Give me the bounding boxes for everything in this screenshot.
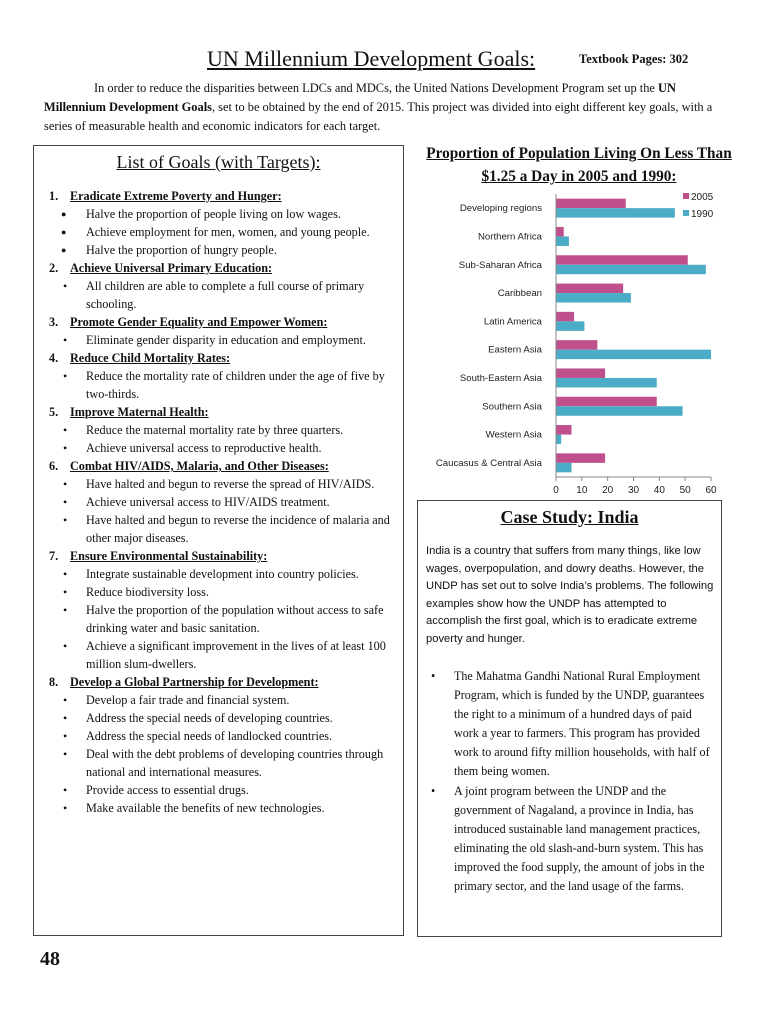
goal-title-text: Reduce Child Mortality Rates: xyxy=(70,351,231,365)
x-tick-label: 60 xyxy=(705,485,717,495)
goal-number: 7. xyxy=(49,549,59,563)
goal-target: • Have halted and begun to reverse the spread of HIV/AIDS. xyxy=(49,475,399,493)
bar-1990 xyxy=(556,350,711,360)
bar-2005 xyxy=(556,284,623,294)
category-label: Southern Asia xyxy=(482,401,542,413)
legend-swatch-1990 xyxy=(683,210,689,216)
goal-title xyxy=(49,259,399,277)
goal-title-text: Eradicate Extreme Poverty and Hunger: xyxy=(70,189,282,203)
goal-title-text: Improve Maternal Health: xyxy=(70,405,209,419)
x-tick-label: 20 xyxy=(602,485,614,495)
goal-target: • Deal with the debt problems of developing countries through national and international measures. xyxy=(49,745,399,781)
bar-1990 xyxy=(556,321,584,331)
goal-number: 2. xyxy=(49,261,59,275)
goals-list xyxy=(49,187,399,817)
case-study-box xyxy=(417,500,722,937)
goal-target: • Make available the benefits of new technologies. xyxy=(49,799,399,817)
bar-1990 xyxy=(556,265,706,275)
goal-target: • Provide access to essential drugs. xyxy=(49,781,399,799)
intro-bold-text: UN Millennium Development Goals xyxy=(44,81,676,114)
legend-label-2005: 2005 xyxy=(691,192,714,203)
goal-title-text: Achieve Universal Primary Education: xyxy=(70,261,273,275)
bar-2005 xyxy=(556,397,657,407)
goal-target: • Reduce the mortality rate of children under the age of five by two-thirds. xyxy=(49,367,399,403)
goal-title-text: Combat HIV/AIDS, Malaria, and Other Diseases: xyxy=(70,459,329,473)
goal-8 xyxy=(49,673,399,817)
bar-1990 xyxy=(556,236,569,246)
goal-target: ● Halve the proportion of hungry people. xyxy=(49,241,399,259)
x-tick-label: 40 xyxy=(653,485,665,495)
poverty-bar-chart xyxy=(414,190,724,495)
category-label: Eastern Asia xyxy=(488,344,542,356)
goal-6 xyxy=(49,457,399,547)
category-label: Latin America xyxy=(483,316,542,328)
goal-target: • Eliminate gender disparity in education and employment. xyxy=(49,331,399,349)
goal-target: • Achieve a significant improvement in the lives of at least 100 million slum-dwellers. xyxy=(49,637,399,673)
bar-2005 xyxy=(556,368,605,378)
intro-text-1: In order to reduce the disparities between LDCs and MDCs, the United Nations Development Program set up the xyxy=(94,81,658,95)
bar-2005 xyxy=(556,425,572,435)
bar-2005 xyxy=(556,255,688,265)
category-label: Western Asia xyxy=(485,429,542,441)
goal-4 xyxy=(49,349,399,403)
x-tick-label: 0 xyxy=(553,485,559,495)
case-study-list xyxy=(426,667,716,897)
x-tick-label: 50 xyxy=(679,485,691,495)
goal-3 xyxy=(49,313,399,349)
chart-title: Proportion of Population Living On Less Than $1.25 a Day in 2005 and 1990: xyxy=(426,145,732,185)
case-study-item: • The Mahatma Gandhi National Rural Employment Program, which is funded by the UNDP, guarantees the right to a minimum of a hundred days of paid work a year to farmers. This program has provided work to around fifty million households, with half of them being women. xyxy=(426,667,716,781)
goal-target: • Achieve universal access to HIV/AIDS treatment. xyxy=(49,493,399,511)
x-tick-label: 30 xyxy=(627,485,640,495)
category-label: Caribbean xyxy=(497,288,542,300)
goal-target: • Develop a fair trade and financial system. xyxy=(49,691,399,709)
goal-target: • Reduce biodiversity loss. xyxy=(49,583,399,601)
x-tick-label: 10 xyxy=(576,485,588,495)
goal-target: • Integrate sustainable development into country policies. xyxy=(49,565,399,583)
legend-label-1990: 1990 xyxy=(691,209,714,220)
goals-heading: List of Goals (with Targets): xyxy=(116,152,321,172)
goal-title-text: Ensure Environmental Sustainability: xyxy=(70,549,268,563)
category-label: Sub-Saharan Africa xyxy=(458,259,542,271)
goal-title xyxy=(49,403,399,421)
bar-2005 xyxy=(556,199,626,209)
category-label: South-Eastern Asia xyxy=(459,372,542,384)
category-label: Caucasus & Central Asia xyxy=(435,457,542,469)
intro-paragraph xyxy=(44,79,724,136)
goal-title-text: Develop a Global Partnership for Development: xyxy=(70,675,319,689)
goal-7 xyxy=(49,547,399,673)
goal-number: 4. xyxy=(49,351,59,365)
case-study-heading: Case Study: India xyxy=(500,507,639,527)
goal-title xyxy=(49,457,399,475)
bar-1990 xyxy=(556,435,561,445)
goals-box xyxy=(33,145,404,936)
goal-number: 5. xyxy=(49,405,59,419)
bar-2005 xyxy=(556,227,564,237)
bar-1990 xyxy=(556,378,657,388)
goal-title xyxy=(49,547,399,565)
goal-title xyxy=(49,313,399,331)
goal-2 xyxy=(49,259,399,313)
goal-number: 1. xyxy=(49,189,59,203)
goal-title xyxy=(49,187,399,205)
category-label: Developing regions xyxy=(459,203,542,215)
bar-1990 xyxy=(556,463,572,473)
goal-1 xyxy=(49,187,399,259)
legend-swatch-2005 xyxy=(683,193,689,199)
goal-target: • Achieve universal access to reproductive health. xyxy=(49,439,399,457)
goal-title xyxy=(49,349,399,367)
goal-target: ● Achieve employment for men, women, and young people. xyxy=(49,223,399,241)
page-number: 48 xyxy=(40,948,60,970)
goal-target: • All children are able to complete a full course of primary schooling. xyxy=(49,277,399,313)
goal-title-text: Promote Gender Equality and Empower Women: xyxy=(70,315,328,329)
bar-1990 xyxy=(556,208,675,218)
bar-1990 xyxy=(556,406,683,416)
goal-target: • Address the special needs of developing countries. xyxy=(49,709,399,727)
bar-2005 xyxy=(556,453,605,463)
goal-target: ● Halve the proportion of people living on low wages. xyxy=(49,205,399,223)
goal-title xyxy=(49,673,399,691)
bar-2005 xyxy=(556,340,597,350)
intro-text-2: , set to be obtained by the end of 2015. This project was divided into eight different key goals, with a series of measurable health and economic indicators for each target. xyxy=(44,100,713,133)
goal-target: • Address the special needs of landlocked countries. xyxy=(49,727,399,745)
bar-1990 xyxy=(556,293,631,303)
goal-target: • Have halted and begun to reverse the incidence of malaria and other major diseases. xyxy=(49,511,399,547)
goal-target: • Reduce the maternal mortality rate by three quarters. xyxy=(49,421,399,439)
goal-5 xyxy=(49,403,399,457)
goal-target: • Halve the proportion of the population without access to safe drinking water and basic sanitation. xyxy=(49,601,399,637)
case-study-intro: India is a country that suffers from many things, like low wages, overpopulation, and dowry deaths. However, the UNDP has set out to solve India’s problems. The following examples show how the UNDP has attempted to accomplish the first goal, which is to eradicate extreme poverty and hunger. xyxy=(426,545,714,645)
category-label: Northern Africa xyxy=(478,231,542,243)
textbook-pages-label: Textbook Pages: 302 xyxy=(579,52,689,66)
goal-number: 3. xyxy=(49,315,59,329)
goal-number: 6. xyxy=(49,459,59,473)
case-study-item: • A joint program between the UNDP and the government of Nagaland, a province in India, has introduced sustainable land management practices, eliminating the old slash-and-burn system. This has improved the food supply, the amount of jobs in the primary sector, and the land usage of the farms. xyxy=(426,782,716,896)
page-title: UN Millennium Development Goals: xyxy=(207,46,536,71)
bar-2005 xyxy=(556,312,574,322)
goal-number: 8. xyxy=(49,675,59,689)
